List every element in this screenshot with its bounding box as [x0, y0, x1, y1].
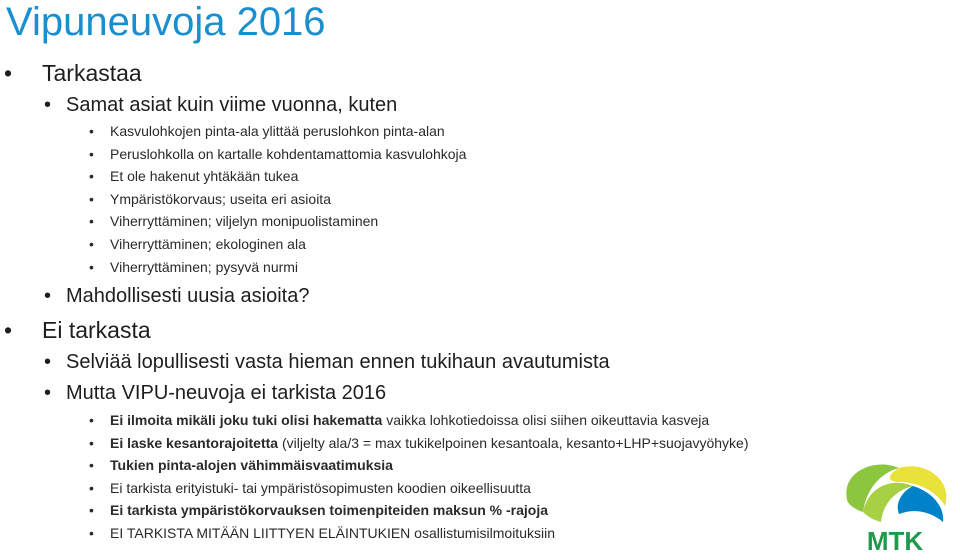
logo-text: MTK — [866, 526, 924, 556]
section1-subheading-2: Mahdollisesti uusia asioita? — [66, 285, 310, 307]
section1-subheading: Samat asiat kuin viime vuonna, kuten — [66, 94, 398, 116]
list-item: Ympäristökorvaus; useita eri asioita — [110, 191, 331, 207]
list-item: Peruslohkolla on kartalle kohdentamattomia kasvulohkoja — [110, 146, 467, 162]
bullet-icon: • — [44, 94, 52, 116]
list-item-bold: Ei ilmoita mikäli joku tuki olisi hakematta — [110, 412, 383, 428]
bullet-icon: • — [89, 123, 94, 139]
bullet-icon: • — [4, 60, 13, 86]
list-item — [110, 435, 749, 451]
list-item-bold: Tukien pinta-alojen vähimmäisvaatimuksia — [110, 457, 393, 473]
list-item — [110, 525, 555, 541]
list-item: Viherryttäminen; ekologinen ala — [110, 236, 306, 252]
bullet-icon: • — [89, 525, 94, 541]
list-item: Viherryttäminen; viljelyn monipuolistaminen — [110, 213, 379, 229]
section2-heading: Ei tarkasta — [42, 317, 151, 343]
section2-subheading-2: Mutta VIPU-neuvoja ei tarkista 2016 — [66, 382, 387, 404]
section1-heading: Tarkastaa — [42, 60, 142, 86]
bullet-icon: • — [89, 259, 94, 275]
bullet-icon: • — [89, 168, 94, 184]
bullet-icon: • — [89, 502, 94, 518]
list-item — [110, 502, 548, 518]
list-item-text: vaikka lohkotiedoissa olisi siihen oikeuttavia kasveja — [382, 412, 710, 428]
bullet-icon: • — [44, 382, 52, 404]
mtk-logo-icon — [833, 456, 957, 556]
slide-title: Vipuneuvoja 2016 — [6, 0, 326, 44]
list-item: Et ole hakenut yhtäkään tukea — [110, 168, 299, 184]
list-item: Kasvulohkojen pinta-ala ylittää peruslohkon pinta-alan — [110, 123, 445, 139]
bullet-icon: • — [89, 435, 94, 451]
list-item — [110, 412, 709, 428]
bullet-icon: • — [89, 146, 94, 162]
bullet-icon: • — [89, 213, 94, 229]
list-item-text: Ei tarkista erityistuki- tai ympäristösopimusten koodien oikeellisuutta — [110, 480, 531, 496]
list-item-text: EI TARKISTA MITÄÄN LIITTYEN ELÄINTUKIEN osallistumisilmoituksiin — [110, 525, 555, 541]
bullet-icon: • — [4, 317, 13, 343]
bullet-icon: • — [44, 285, 52, 307]
list-item — [110, 457, 393, 473]
section2-subheading-1: Selviää lopullisesti vasta hieman ennen tukihaun avautumista — [66, 351, 610, 373]
list-item-bold: Ei laske kesantorajoitetta — [110, 435, 279, 451]
bullet-icon: • — [89, 480, 94, 496]
bullet-icon: • — [89, 457, 94, 473]
bullet-icon: • — [89, 236, 94, 252]
bullet-icon: • — [89, 412, 94, 428]
list-item-bold: Ei tarkista ympäristökorvauksen toimenpiteiden maksun % -rajoja — [110, 502, 549, 518]
bullet-icon: • — [89, 191, 94, 207]
bullet-icon: • — [44, 351, 52, 373]
list-item-text: (viljelty ala/3 = max tukikelpoinen kesantoala, kesanto+LHP+suojavyöhyke) — [278, 435, 749, 451]
list-item — [110, 480, 531, 496]
list-item: Viherryttäminen; pysyvä nurmi — [110, 259, 299, 275]
